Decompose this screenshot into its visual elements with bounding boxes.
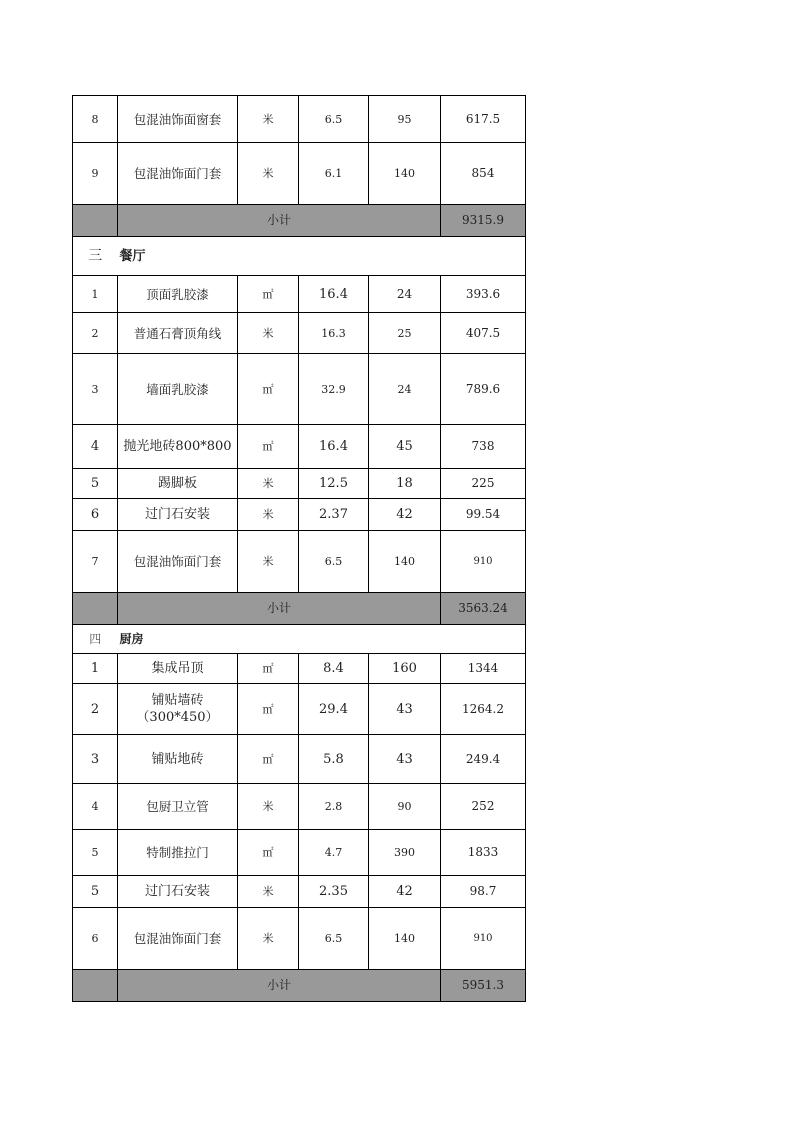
item-qty: 6.5 xyxy=(299,96,369,143)
subtotal-label: 小计 xyxy=(118,205,441,237)
item-price: 140 xyxy=(369,531,441,593)
item-unit: 米 xyxy=(238,531,299,593)
item-unit: 米 xyxy=(238,876,299,908)
item-qty: 6.5 xyxy=(299,531,369,593)
table-row xyxy=(73,531,526,593)
table-row xyxy=(73,684,526,735)
item-price: 390 xyxy=(369,830,441,876)
item-unit: 米 xyxy=(238,469,299,499)
item-name: 铺贴地砖 xyxy=(118,735,238,784)
item-price: 42 xyxy=(369,876,441,908)
item-qty: 32.9 xyxy=(299,354,369,425)
item-price: 43 xyxy=(369,684,441,735)
subtotal-blank xyxy=(73,205,118,237)
item-total: 407.5 xyxy=(441,313,526,354)
table-row xyxy=(73,96,526,143)
section-header xyxy=(73,625,526,654)
item-qty: 16.4 xyxy=(299,276,369,313)
subtotal-value: 3563.24 xyxy=(441,593,526,625)
item-no: 8 xyxy=(73,96,118,143)
item-total: 1344 xyxy=(441,654,526,684)
item-unit: ㎡ xyxy=(238,684,299,735)
item-qty: 2.8 xyxy=(299,784,369,830)
item-total: 225 xyxy=(441,469,526,499)
item-name: 包混油饰面窗套 xyxy=(118,96,238,143)
item-qty: 5.8 xyxy=(299,735,369,784)
item-price: 42 xyxy=(369,499,441,531)
subtotal-row xyxy=(73,593,526,625)
table-row xyxy=(73,654,526,684)
item-unit: 米 xyxy=(238,499,299,531)
item-price: 160 xyxy=(369,654,441,684)
item-total: 1264.2 xyxy=(441,684,526,735)
item-name: 普通石膏顶角线 xyxy=(118,313,238,354)
item-no: 7 xyxy=(73,531,118,593)
item-price: 45 xyxy=(369,425,441,469)
item-price: 140 xyxy=(369,908,441,970)
item-name: 过门石安装 xyxy=(118,499,238,531)
table-row xyxy=(73,276,526,313)
item-price: 18 xyxy=(369,469,441,499)
subtotal-value: 9315.9 xyxy=(441,205,526,237)
item-no: 4 xyxy=(73,784,118,830)
item-total: 910 xyxy=(441,531,526,593)
item-price: 90 xyxy=(369,784,441,830)
item-no: 3 xyxy=(73,735,118,784)
section-no: 四 xyxy=(73,625,118,654)
item-unit: 米 xyxy=(238,143,299,205)
item-no: 4 xyxy=(73,425,118,469)
item-unit: ㎡ xyxy=(238,654,299,684)
item-qty: 16.3 xyxy=(299,313,369,354)
item-no: 5 xyxy=(73,469,118,499)
item-total: 249.4 xyxy=(441,735,526,784)
item-price: 140 xyxy=(369,143,441,205)
table-row xyxy=(73,830,526,876)
section-header xyxy=(73,237,526,276)
item-unit: 米 xyxy=(238,313,299,354)
table-row xyxy=(73,425,526,469)
subtotal-label: 小计 xyxy=(118,593,441,625)
item-no: 9 xyxy=(73,143,118,205)
item-unit: ㎡ xyxy=(238,735,299,784)
item-no: 5 xyxy=(73,876,118,908)
item-price: 25 xyxy=(369,313,441,354)
section-no: 三 xyxy=(73,237,118,276)
item-price: 43 xyxy=(369,735,441,784)
item-total: 393.6 xyxy=(441,276,526,313)
item-unit: 米 xyxy=(238,784,299,830)
item-name: 包厨卫立管 xyxy=(118,784,238,830)
subtotal-row xyxy=(73,970,526,1002)
subtotal-label: 小计 xyxy=(118,970,441,1002)
item-total: 910 xyxy=(441,908,526,970)
item-name: 踢脚板 xyxy=(118,469,238,499)
item-total: 98.7 xyxy=(441,876,526,908)
item-qty: 2.35 xyxy=(299,876,369,908)
item-total: 789.6 xyxy=(441,354,526,425)
item-name: 墙面乳胶漆 xyxy=(118,354,238,425)
item-total: 99.54 xyxy=(441,499,526,531)
item-total: 252 xyxy=(441,784,526,830)
item-no: 5 xyxy=(73,830,118,876)
item-qty: 12.5 xyxy=(299,469,369,499)
item-qty: 6.1 xyxy=(299,143,369,205)
item-qty: 16.4 xyxy=(299,425,369,469)
item-no: 1 xyxy=(73,654,118,684)
subtotal-value: 5951.3 xyxy=(441,970,526,1002)
item-qty: 8.4 xyxy=(299,654,369,684)
subtotal-row xyxy=(73,205,526,237)
item-no: 2 xyxy=(73,684,118,735)
item-name: 包混油饰面门套 xyxy=(118,143,238,205)
item-price: 24 xyxy=(369,354,441,425)
table-row xyxy=(73,313,526,354)
item-no: 3 xyxy=(73,354,118,425)
item-qty: 2.37 xyxy=(299,499,369,531)
item-name: 铺贴墙砖（300*450） xyxy=(118,684,238,735)
item-name: 特制推拉门 xyxy=(118,830,238,876)
subtotal-blank xyxy=(73,593,118,625)
item-total: 738 xyxy=(441,425,526,469)
table-row xyxy=(73,784,526,830)
item-price: 95 xyxy=(369,96,441,143)
item-total: 854 xyxy=(441,143,526,205)
item-name: 包混油饰面门套 xyxy=(118,531,238,593)
table-row xyxy=(73,143,526,205)
item-no: 2 xyxy=(73,313,118,354)
table-row xyxy=(73,499,526,531)
item-name: 顶面乳胶漆 xyxy=(118,276,238,313)
item-unit: 米 xyxy=(238,96,299,143)
item-unit: ㎡ xyxy=(238,425,299,469)
item-no: 1 xyxy=(73,276,118,313)
item-price: 24 xyxy=(369,276,441,313)
item-unit: ㎡ xyxy=(238,830,299,876)
item-total: 617.5 xyxy=(441,96,526,143)
item-no: 6 xyxy=(73,908,118,970)
subtotal-blank xyxy=(73,970,118,1002)
item-unit: ㎡ xyxy=(238,276,299,313)
item-unit: ㎡ xyxy=(238,354,299,425)
section-name: 餐厅 xyxy=(118,237,526,276)
item-qty: 29.4 xyxy=(299,684,369,735)
item-total: 1833 xyxy=(441,830,526,876)
item-name: 包混油饰面门套 xyxy=(118,908,238,970)
item-qty: 6.5 xyxy=(299,908,369,970)
item-name: 抛光地砖800*800 xyxy=(118,425,238,469)
table-row xyxy=(73,876,526,908)
item-no: 6 xyxy=(73,499,118,531)
table-row xyxy=(73,735,526,784)
item-qty: 4.7 xyxy=(299,830,369,876)
section-name: 厨房 xyxy=(118,625,526,654)
item-unit: 米 xyxy=(238,908,299,970)
quotation-table xyxy=(72,95,526,1002)
item-name: 集成吊顶 xyxy=(118,654,238,684)
table-row xyxy=(73,908,526,970)
table-row xyxy=(73,469,526,499)
table-row xyxy=(73,354,526,425)
item-name: 过门石安装 xyxy=(118,876,238,908)
